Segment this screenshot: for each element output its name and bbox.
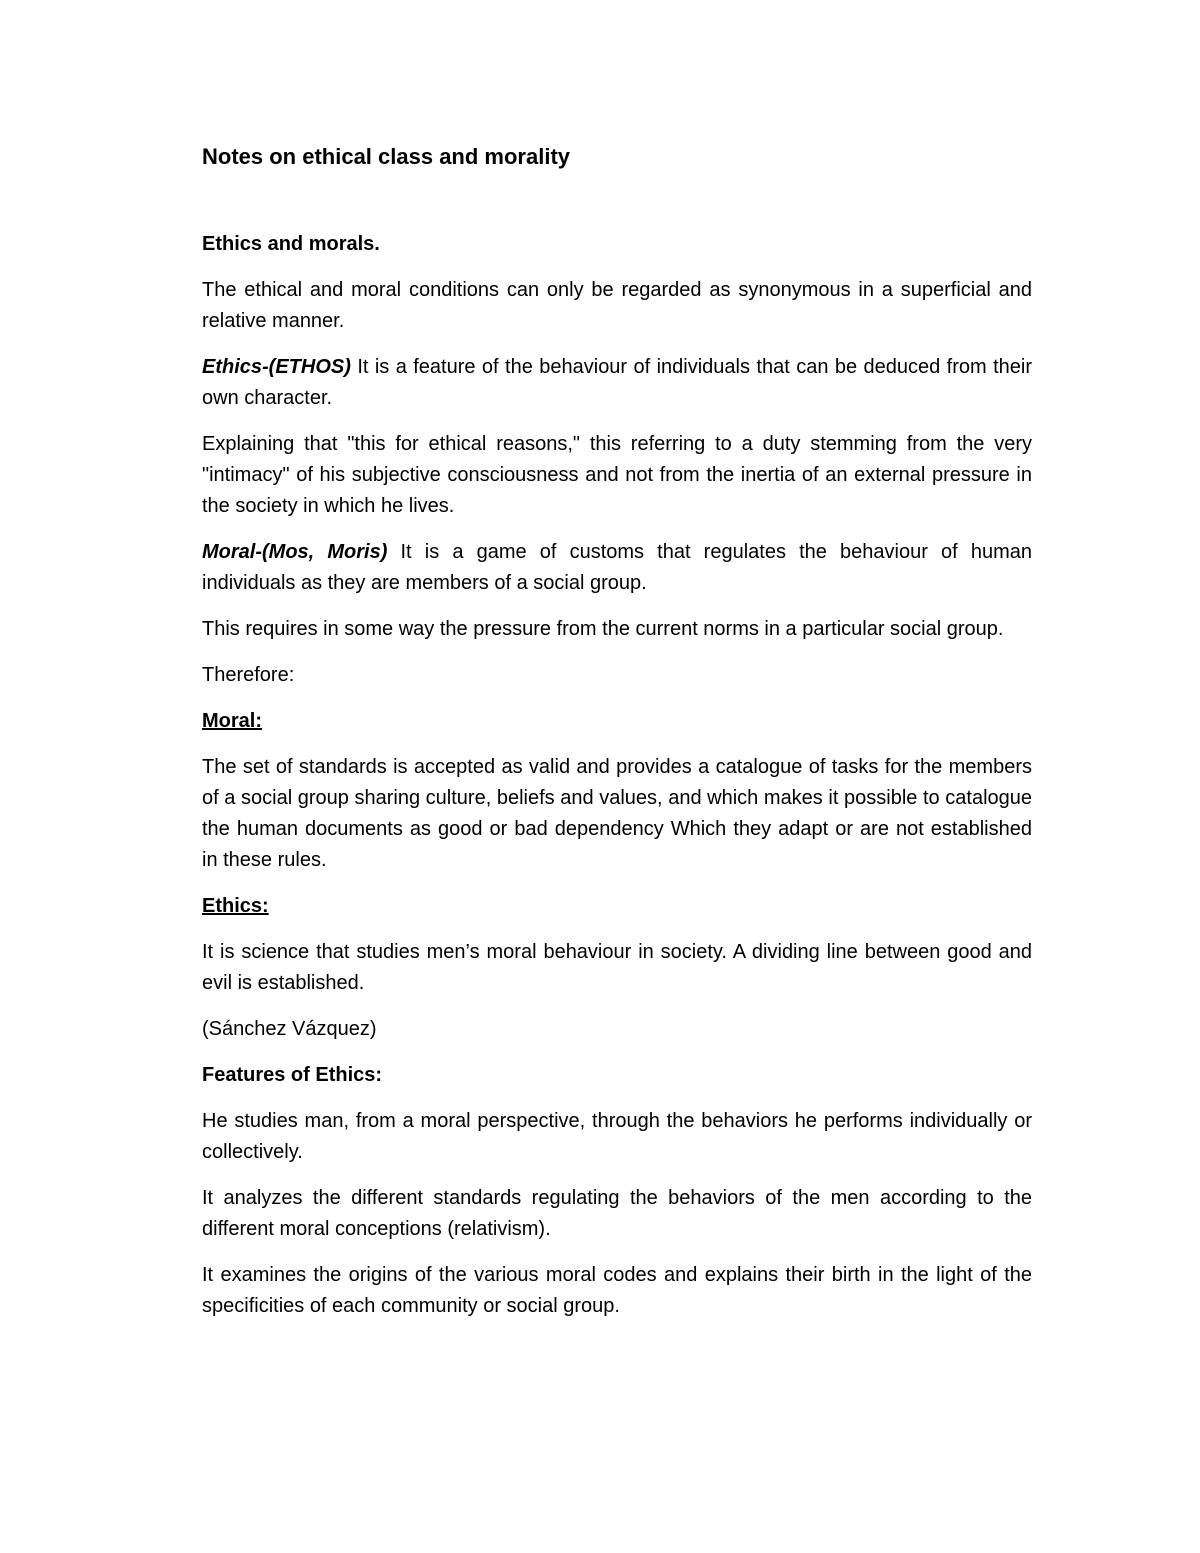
paragraph-therefore: Therefore: (202, 664, 295, 686)
paragraph-requires: This requires in some way the pressure from the current norms in a particular social group. (202, 618, 1004, 640)
paragraph-moral-set: The set of standards is accepted as valid and provides a catalogue of tasks for the members of a social group sharing culture, beliefs and values, and which makes it possible to catalogue the human documents as good or bad dependency Which they adapt or are not established in these rules. (202, 756, 1032, 871)
document-title: Notes on ethical class and morality (202, 144, 571, 169)
moral-term: Moral-(Mos, Moris) (202, 541, 388, 563)
heading-ethics-and-morals: Ethics and morals. (202, 233, 380, 255)
heading-moral: Moral: (202, 710, 262, 732)
paragraph-moral-definition (202, 537, 1032, 599)
paragraph-explaining: Explaining that "this for ethical reasons," this referring to a duty stemming from the very "intimacy" of his subjective consciousness and not from the inertia of an external pressure in the society in which he lives. (202, 433, 1032, 517)
paragraph-ethics-science: It is science that studies men’s moral behaviour in society. A dividing line between good and evil is established. (202, 941, 1032, 994)
paragraph-ethics-definition (202, 352, 1032, 414)
heading-features-of-ethics: Features of Ethics: (202, 1064, 383, 1086)
document-page (202, 138, 1032, 1337)
moral-definition-text: It is a game of customs that regulates the behaviour of human individuals as they are members of a social group. (202, 541, 1032, 594)
heading-ethics: Ethics: (202, 895, 269, 917)
ethics-term: Ethics-(ETHOS) (202, 356, 351, 378)
citation: (Sánchez Vázquez) (202, 1018, 377, 1040)
paragraph-feature-1: He studies man, from a moral perspective, through the behaviors he performs individually or collectively. (202, 1110, 1032, 1163)
paragraph-synonymous: The ethical and moral conditions can only be regarded as synonymous in a superficial and relative manner. (202, 279, 1032, 332)
paragraph-feature-2: It analyzes the different standards regulating the behaviors of the men according to the different moral conceptions (relativism). (202, 1187, 1032, 1240)
paragraph-feature-3: It examines the origins of the various moral codes and explains their birth in the light of the specificities of each community or social group. (202, 1264, 1032, 1317)
ethics-definition-text: It is a feature of the behaviour of individuals that can be deduced from their own character. (202, 356, 1032, 409)
